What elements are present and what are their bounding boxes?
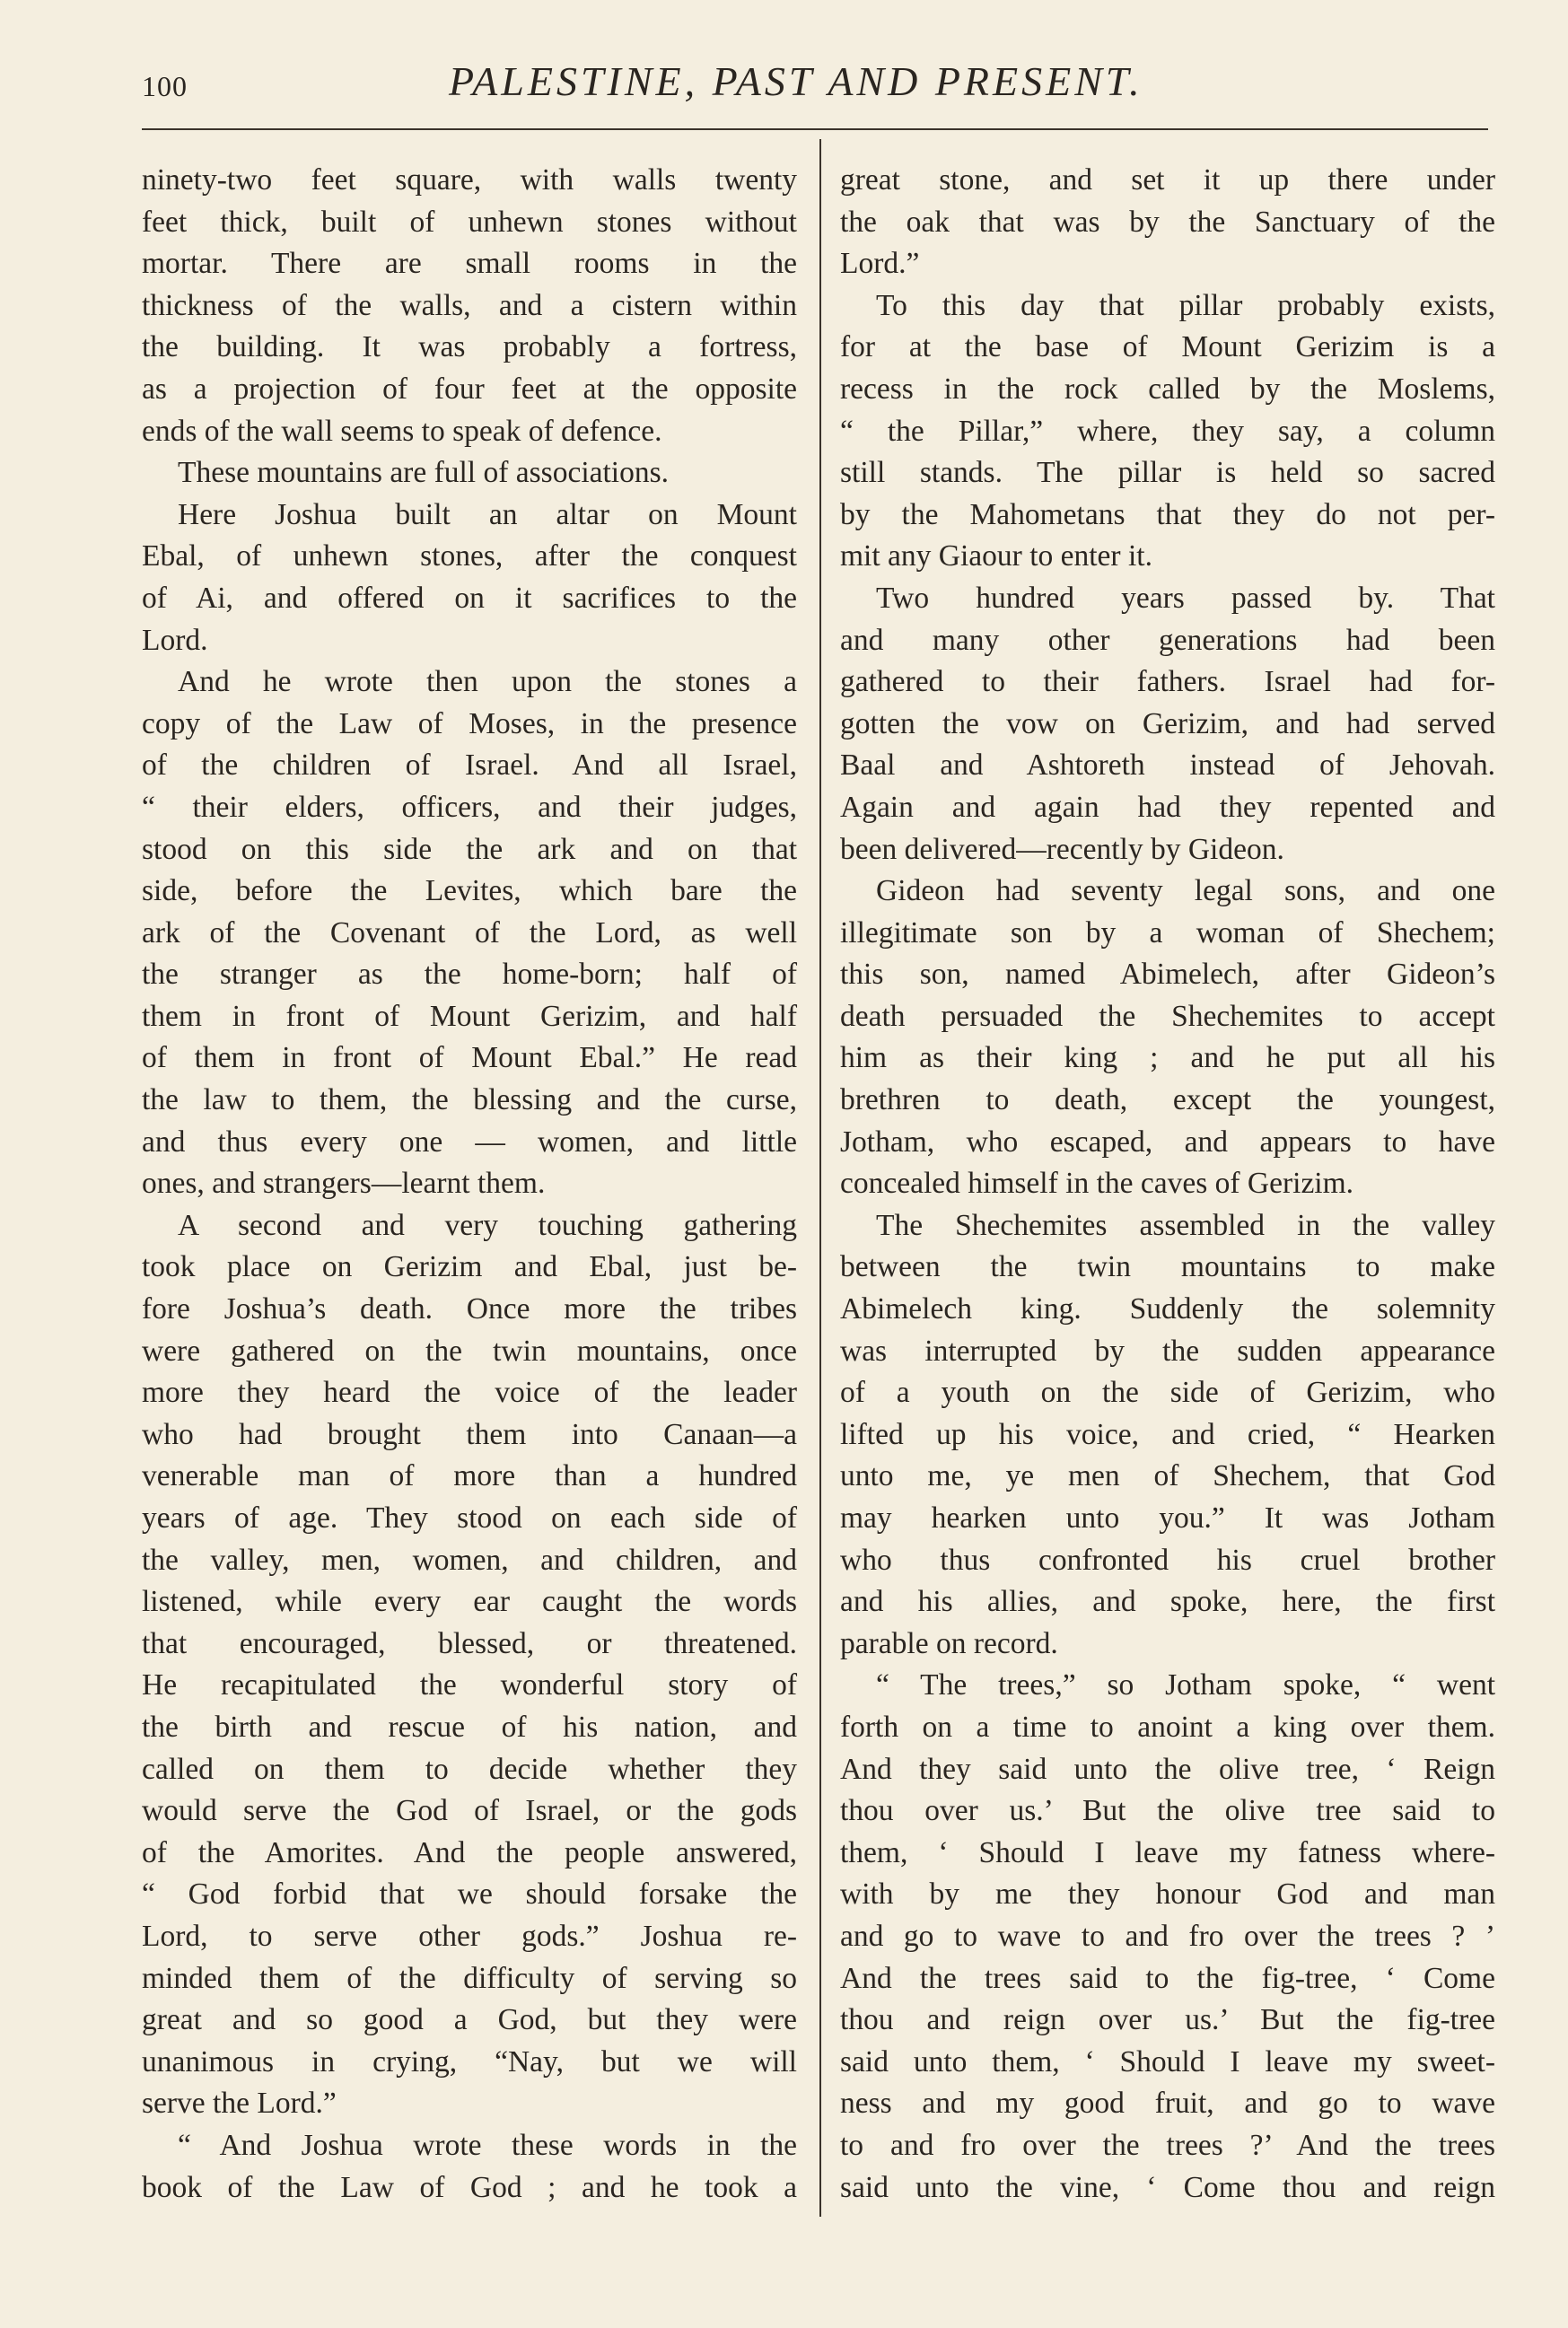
text-line: would serve the God of Israel, or the gods xyxy=(142,1794,797,1828)
text-line: Two hundred years passed by. That xyxy=(876,581,1495,615)
text-line: of the children of Israel. And all Israel, xyxy=(142,748,797,783)
text-line: the building. It was probably a fortress, xyxy=(142,330,797,364)
header-rule xyxy=(142,128,1488,130)
text-line: book of the Law of God ; and he took a xyxy=(142,2170,797,2204)
text-line: “ And Joshua wrote these words in the xyxy=(178,2128,797,2162)
text-line: minded them of the difficulty of serving so xyxy=(142,1961,797,1995)
text-line: And they said unto the olive tree, ‘ Reign xyxy=(840,1752,1495,1786)
text-line: feet thick, built of unhewn stones without xyxy=(142,205,797,239)
text-line: said unto the vine, ‘ Come thou and reign xyxy=(840,2170,1495,2204)
text-line: of a youth on the side of Gerizim, who xyxy=(840,1376,1495,1410)
left-column xyxy=(142,160,797,2209)
text-line: and many other generations had been xyxy=(840,623,1495,657)
text-line: brethren to death, except the youngest, xyxy=(840,1083,1495,1117)
text-line: ones, and strangers—learnt them. xyxy=(142,1167,546,1201)
text-line: who had brought them into Canaan—a xyxy=(142,1417,797,1451)
text-line: ark of the Covenant of the Lord, as well xyxy=(142,915,797,950)
text-line: He recapitulated the wonderful story of xyxy=(142,1668,797,1702)
text-line: called on them to decide whether they xyxy=(142,1752,797,1786)
text-line: “ The trees,” so Jotham spoke, “ went xyxy=(876,1668,1495,1702)
text-line: took place on Gerizim and Ebal, just be- xyxy=(142,1250,797,1284)
text-line: for at the base of Mount Gerizim is a xyxy=(840,330,1495,364)
text-line: Gideon had seventy legal sons, and one xyxy=(876,874,1495,908)
text-line: ninety-two feet square, with walls twenty xyxy=(142,163,797,197)
text-line: listened, while every ear caught the words xyxy=(142,1585,797,1619)
text-line: Ebal, of unhewn stones, after the conquest xyxy=(142,539,797,573)
right-column xyxy=(840,160,1495,2209)
column-divider xyxy=(819,139,821,2217)
text-line: great stone, and set it up there under xyxy=(840,163,1495,197)
text-line: Lord.” xyxy=(840,247,920,281)
text-line: been delivered—recently by Gideon. xyxy=(840,832,1284,866)
text-line: was interrupted by the sudden appearance xyxy=(840,1334,1495,1368)
text-line: the stranger as the home-born; half of xyxy=(142,958,797,992)
text-line: ness and my good fruit, and go to wave xyxy=(840,2087,1495,2121)
text-line: the birth and rescue of his nation, and xyxy=(142,1710,797,1744)
text-line: stood on this side the ark and on that xyxy=(142,832,797,866)
text-line: mortar. There are small rooms in the xyxy=(142,247,797,281)
text-line: “ the Pillar,” where, they say, a column xyxy=(840,414,1495,448)
text-line: unto me, ye men of Shechem, that God xyxy=(840,1459,1495,1493)
text-line: lifted up his voice, and cried, “ Hearken xyxy=(840,1417,1495,1451)
text-line: who thus confronted his cruel brother xyxy=(840,1543,1495,1577)
text-line: the oak that was by the Sanctuary of the xyxy=(840,205,1495,239)
text-line: Here Joshua built an altar on Mount xyxy=(178,497,797,531)
text-line: forth on a time to anoint a king over them. xyxy=(840,1710,1495,1744)
page-number: 100 xyxy=(142,70,188,102)
text-line: recess in the rock called by the Moslems, xyxy=(840,372,1495,406)
text-line: And he wrote then upon the stones a xyxy=(178,665,797,699)
text-line: Baal and Ashtoreth instead of Jehovah. xyxy=(840,748,1495,783)
text-line: concealed himself in the caves of Gerizim. xyxy=(840,1167,1354,1201)
text-line: gotten the vow on Gerizim, and had served xyxy=(840,706,1495,740)
text-line: illegitimate son by a woman of Shechem; xyxy=(840,915,1495,950)
text-line: Jotham, who escaped, and appears to have xyxy=(840,1125,1495,1159)
text-line: as a projection of four feet at the opposite xyxy=(142,372,797,406)
text-line: more they heard the voice of the leader xyxy=(142,1376,797,1410)
text-line: by the Mahometans that they do not per- xyxy=(840,497,1495,531)
text-line: were gathered on the twin mountains, once xyxy=(142,1334,797,1368)
text-line: great and so good a God, but they were xyxy=(142,2003,797,2037)
text-line: side, before the Levites, which bare the xyxy=(142,874,797,908)
text-line: To this day that pillar probably exists, xyxy=(876,288,1495,322)
text-line: And the trees said to the fig-tree, ‘ Come xyxy=(840,1961,1495,1995)
text-line: Lord, to serve other gods.” Joshua re- xyxy=(142,1919,797,1953)
text-line: to and fro over the trees ?’ And the trees xyxy=(840,2128,1495,2162)
text-line: and his allies, and spoke, here, the first xyxy=(840,1585,1495,1619)
text-line: ends of the wall seems to speak of defence. xyxy=(142,414,662,448)
text-line: The Shechemites assembled in the valley xyxy=(876,1208,1495,1242)
text-line: These mountains are full of associations. xyxy=(178,456,670,490)
text-line: said unto them, ‘ Should I leave my sweet- xyxy=(840,2044,1495,2079)
text-line: thou and reign over us.’ But the fig-tree xyxy=(840,2003,1495,2037)
text-line: and thus every one — women, and little xyxy=(142,1125,797,1159)
text-line: of Ai, and offered on it sacrifices to the xyxy=(142,581,797,615)
text-line: years of age. They stood on each side of xyxy=(142,1501,797,1535)
text-line: fore Joshua’s death. Once more the tribes xyxy=(142,1292,797,1326)
text-line: thickness of the walls, and a cistern within xyxy=(142,288,797,322)
text-line: Abimelech king. Suddenly the solemnity xyxy=(840,1292,1495,1326)
text-line: the law to them, the blessing and the curse, xyxy=(142,1083,797,1117)
text-line: him as their king ; and he put all his xyxy=(840,1041,1495,1075)
text-line: “ their elders, officers, and their judges, xyxy=(142,790,797,824)
text-line: mit any Giaour to enter it. xyxy=(840,539,1152,573)
running-title: PALESTINE, PAST AND PRESENT. xyxy=(449,58,1143,104)
text-line: “ God forbid that we should forsake the xyxy=(142,1877,797,1912)
text-line: that encouraged, blessed, or threatened. xyxy=(142,1626,797,1660)
text-line: and go to wave to and fro over the trees ? ’ xyxy=(840,1919,1495,1953)
text-line: unanimous in crying, “Nay, but we will xyxy=(142,2044,797,2079)
text-line: between the twin mountains to make xyxy=(840,1250,1495,1284)
text-line: Again and again had they repented and xyxy=(840,790,1495,824)
text-line: thou over us.’ But the olive tree said to xyxy=(840,1794,1495,1828)
text-line: of them in front of Mount Ebal.” He read xyxy=(142,1041,797,1075)
text-line: with by me they honour God and man xyxy=(840,1877,1495,1912)
text-line: may hearken unto you.” It was Jotham xyxy=(840,1501,1495,1535)
text-line: venerable man of more than a hundred xyxy=(142,1459,797,1493)
text-line: gathered to their fathers. Israel had for- xyxy=(840,665,1495,699)
text-line: still stands. The pillar is held so sacred xyxy=(840,456,1495,490)
text-line: them, ‘ Should I leave my fatness where- xyxy=(840,1835,1495,1869)
text-line: copy of the Law of Moses, in the presence xyxy=(142,706,797,740)
text-line: A second and very touching gathering xyxy=(178,1208,797,1242)
text-line: this son, named Abimelech, after Gideon’s xyxy=(840,958,1495,992)
text-line: them in front of Mount Gerizim, and half xyxy=(142,999,797,1033)
text-line: death persuaded the Shechemites to accept xyxy=(840,999,1495,1033)
text-line: Lord. xyxy=(142,623,208,657)
text-line: parable on record. xyxy=(840,1626,1058,1660)
text-line: serve the Lord.” xyxy=(142,2087,337,2121)
text-line: of the Amorites. And the people answered, xyxy=(142,1835,797,1869)
text-line: the valley, men, women, and children, and xyxy=(142,1543,797,1577)
